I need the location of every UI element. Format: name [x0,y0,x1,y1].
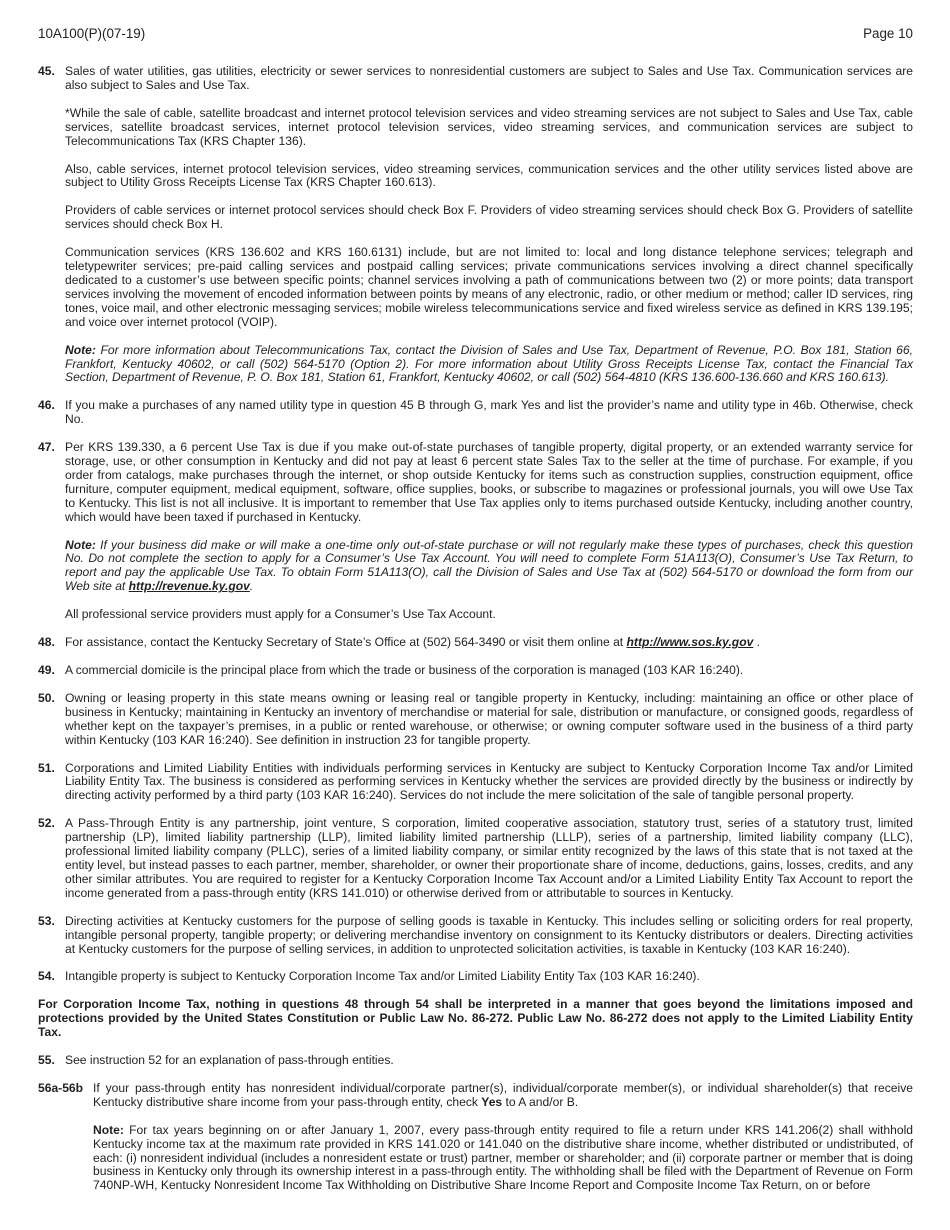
note-text: For tax years beginning on or after January 1, 2007, every pass-through entity required to file a return under KRS 141.206(2) shall withhold Kentucky income tax at the maximum rate provided in KRS 141.020 or 141.040 on the distributive share income, whether distributed or undistributed, of each: (i) nonresident individual (includes a nonresident estate or trust) partner, member or shareholder; and (ii) corporate partner or member that is doing business in Kentucky only through its ownership interest in a pass-through entity. The withholding shall be filed with the Department of Revenue on Form 740NP-WH, Kentucky Nonresident Income Tax Withholding on Distributive Share Income Report and Composite Income Tax Return, on or before [93,1122,913,1193]
item-body [65,65,913,385]
item-body: Directing activities at Kentucky customers for the purpose of selling goods is taxable in Kentucky. This includes selling or soliciting orders for real property, intangible personal property, tangible property; or delivering merchandise inventory on consignment to its Kentucky distributors or dealers. Directing activities at Kentucky customers for the purpose of selling services, in addition to unprotected solicitation activities, is taxable in Kentucky (103 KAR 16:240). [65,913,913,956]
item-body [65,441,913,622]
paragraph: Sales of water utilities, gas utilities, electricity or sewer services to nonresidential customers are subject to Sales and Use Tax. Communication services are also subject to Sales and Use Tax. [65,64,913,92]
note-paragraph [65,344,913,386]
item-number: 50. [38,690,55,705]
yes-emphasis: Yes [481,1094,503,1109]
paragraph: *While the sale of cable, satellite broadcast and internet protocol television services and video streaming services are not subject to Sales and Use Tax, cable services, satellite broadcast services, internet protocol television services, video streaming services, and communication services are subject to Telecommunications Tax (KRS Chapter 136). [65,105,913,148]
instruction-46 [38,399,913,427]
item-number: 52. [38,816,55,831]
item-body [65,636,913,650]
instruction-52 [38,817,913,900]
item-number: 46. [38,398,55,413]
paragraph: Communication services (KRS 136.602 and KRS 160.6131) include, but are not limited to: local and long distance telephone services; telegraph and teletypewriter services; pre-paid calling services and postpaid calling services; private communications services involving a direct channel specifically dedicated to a customer’s use between specific points; channel services involving a path of communications between two (2) or more points; data transport services involving the movement of encoded information between points by means of any electronic, radio, or other medium or method; caller ID services, ring tones, voice mail, and other electronic messaging services; mobile wireless telecommunications service and fixed wireless service as defined in KRS 139.195; and voice over internet protocol (VOIP). [65,245,913,329]
note-label: Note: [65,537,96,552]
instruction-45 [38,65,913,385]
item-number: 47. [38,440,55,455]
corporation-tax-limitation-statement: For Corporation Income Tax, nothing in questions 48 through 54 shall be interpreted in a manner that goes beyond the limitations imposed and protections provided by the United States Constitution or Public Law No. 86-272. Public Law No. 86-272 does not apply to the Limited Liability Entity Tax. [38,997,913,1040]
instruction-54 [38,970,913,984]
revenue-link[interactable]: http://revenue.ky.gov [128,579,250,594]
item-end: . [753,635,761,650]
page-number: Page 10 [863,26,913,41]
item-number: 54. [38,969,55,984]
item-number: 56a-56b [38,1080,84,1095]
note-end: . [249,579,254,594]
item-body [93,1082,913,1193]
note-text: For more information about Telecommunications Tax, contact the Division of Sales and Use Tax, Department of Revenue, P.O. Box 181, Station 66, Frankfort, Kentucky 40602, or call (502) 564-5170 (Option 2). For more information about Utility Gross Receipts License Tax, contact the Financial Tax Section, Department of Revenue, P. O. Box 181, Station 61, Frankfort, Kentucky 40602, or call (502) 564-4810 (KRS 136.600-136.660 and KRS 160.613). [65,342,913,385]
note-paragraph [93,1124,913,1194]
item-number: 49. [38,663,55,677]
sos-link[interactable]: http://www.sos.ky.gov [626,635,754,650]
item-number: 53. [38,913,55,928]
instruction-51 [38,762,913,804]
paragraph: Also, cable services, internet protocol television services, video streaming services, communication services and the other utility services listed above are subject to Utility Gross Receipts License Tax (KRS Chapter 160.613). [65,161,913,190]
form-id: 10A100(P)(07-19) [38,26,146,41]
text-segment: to A and/or B. [502,1094,579,1109]
item-body: See instruction 52 for an explanation of pass-through entities. [65,1053,394,1068]
note-paragraph [65,539,913,595]
item-body: A commercial domicile is the principal place from which the trade or business of the corporation is managed (103 KAR 16:240). [65,663,744,677]
instruction-47 [38,441,913,622]
item-number: 55. [38,1053,55,1068]
text-segment: If your pass-through entity has nonresident individual/corporate partner(s), individual/corporate member(s), or individual shareholder(s) that receive Kentucky distributive share income from your pass-through entity, check [93,1080,913,1109]
item-body: If you make a purchases of any named utility type in question 45 B through G, mark Yes and list the provider’s name and utility type in 46b. Otherwise, check No. [65,398,913,427]
item-body: Intangible property is subject to Kentucky Corporation Income Tax and/or Limited Liability Entity Tax (103 KAR 16:240). [65,969,700,984]
item-body: Owning or leasing property in this state means owning or leasing real or tangible property in Kentucky, including: maintaining an office or other place of business in Kentucky; maintaining in Kentucky an inventory of merchandise or material for sale, distribution or manufacture, or consigned goods, regardless of whether kept on the taxpayer’s premises, in a public or rented warehouse, or otherwise; or owning computer software used in the business of a third party within Kentucky (103 KAR 16:240). See definition in instruction 23 for tangible property. [65,690,913,747]
item-number: 45. [38,64,55,78]
instruction-53 [38,915,913,957]
instruction-50 [38,692,913,748]
instructions-content [38,65,913,1207]
note-label: Note: [65,342,96,357]
item-text: For assistance, contact the Kentucky Secretary of State’s Office at (502) 564-3490 or visit them online at [65,635,627,650]
paragraph: Per KRS 139.330, a 6 percent Use Tax is due if you make out-of-state purchases of tangible property, digital property, or an extended warranty service for storage, use, or other consumption in Kentucky and did not pay at least 6 percent state Sales Tax to the seller at the time of purchase. For example, if you order from catalogs, make purchases through the internet, or shop outside Kentucky for items such as construction supplies, construction equipment, office furniture, computer equipment, medical equipment, software, office supplies, books, or subscribe to magazines or professional journals, you will owe Use Tax to Kentucky. This list is not all inclusive. It is important to remember that Use Tax applies only to items purchased outside Kentucky, including another country, which would have been taxed if purchased in Kentucky. [65,440,913,524]
paragraph: Providers of cable services or internet protocol services should check Box F. Providers of video streaming services should check Box G. Providers of satellite services should check Box H. [65,203,913,232]
item-number: 48. [38,635,55,650]
instruction-56a-56b [38,1082,913,1193]
note-label: Note: [93,1122,124,1137]
instruction-55 [38,1054,913,1068]
paragraph: All professional service providers must apply for a Consumer’s Use Tax Account. [65,607,496,622]
item-number: 51. [38,760,55,775]
paragraph [93,1082,913,1110]
item-body: Corporations and Limited Liability Entities with individuals performing services in Kentucky are subject to Kentucky Corporation Income Tax and/or Limited Liability Entity Tax. The business is considered as performing services in Kentucky whether the services are provided directly by the business or indirectly by directing activity performed by a third party (103 KAR 16:240). Services do not include the mere solicitation of the sale of tangible personal property. [65,760,913,803]
note-text: If your business did make or will make a one-time only out-of-state purchase or will not regularly make these types of purchases, check this question No. Do not complete the section to apply for a Consumer’s Use Tax Account. You will need to complete Form 51A113(O), Consumer’s Use Tax Return, to report and pay the applicable Use Tax. To obtain Form 51A113(O), call the Division of Sales and Use Tax at (502) 564-5170 or download the form from our Web site at [65,537,913,594]
instruction-48 [38,636,913,650]
instruction-49 [38,664,913,678]
item-body: A Pass-Through Entity is any partnership, joint venture, S corporation, limited cooperative association, statutory trust, series of a statutory trust, limited partnership (LP), limited liability partnership (LLP), limited liability limited partnership (LLLP), series of a partnership, limited liability company (LLC), professional limited liability company (PLLC), series of a limited liability company, or similar entity recognized by the laws of this state that is not taxed at the entity level, but instead passes to each partner, member, shareholder, or owner their proportionate share of income, deductions, gains, losses, credits, and any other similar attributes. You are required to register for a Kentucky Corporation Income Tax Account and/or a Limited Liability Entity Tax Account to report the income generated from a pass-through entity (KRS 141.010) or otherwise derived from or attributable to sources in Kentucky. [65,816,913,900]
